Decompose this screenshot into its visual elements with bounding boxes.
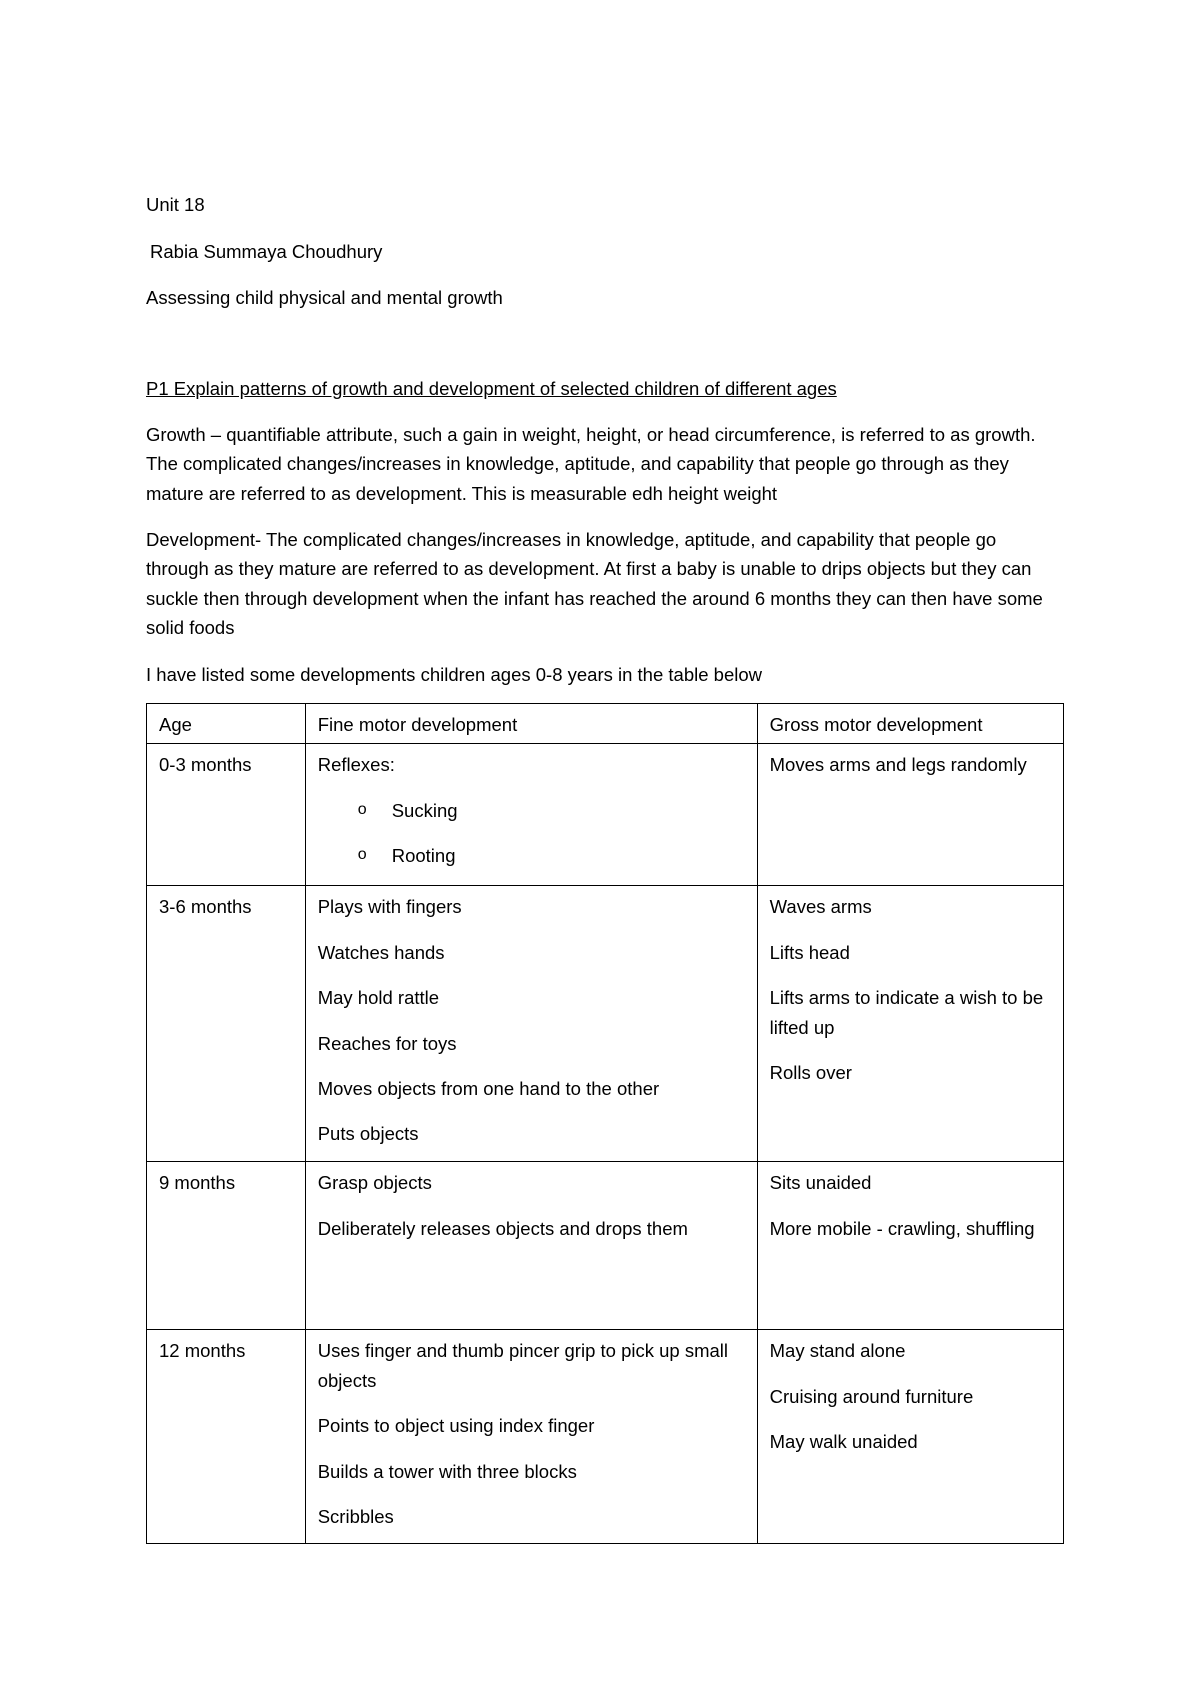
fine-motor-item: Reaches for toys bbox=[317, 1032, 457, 1054]
fine-motor-item: Reflexes: bbox=[317, 754, 395, 776]
fine-motor-item: Moves objects from one hand to the other bbox=[317, 1078, 660, 1100]
header-gross-motor: Gross motor development bbox=[757, 704, 1063, 744]
gross-motor-cell bbox=[757, 744, 1063, 886]
age-cell: 0-3 months bbox=[147, 744, 306, 886]
fine-motor-item: Watches hands bbox=[317, 941, 445, 963]
section-heading: P1 Explain patterns of growth and development of selected children of different ages bbox=[146, 378, 837, 399]
author-name: Rabia Summaya Choudhury bbox=[150, 241, 383, 262]
gross-motor-item: Waves arms bbox=[769, 896, 872, 918]
unit-title: Unit 18 bbox=[146, 194, 205, 215]
fine-motor-item: Builds a tower with three blocks bbox=[317, 1460, 577, 1482]
gross-motor-item: Lifts head bbox=[769, 941, 850, 963]
fine-motor-item: Grasp objects bbox=[317, 1172, 432, 1194]
gross-motor-cell bbox=[757, 1330, 1063, 1544]
table-row bbox=[147, 1162, 1064, 1330]
age-cell: 3-6 months bbox=[147, 886, 306, 1162]
fine-motor-item: May hold rattle bbox=[317, 987, 440, 1009]
fine-motor-bullet: o Rooting bbox=[358, 841, 745, 870]
table-header-row bbox=[147, 704, 1064, 744]
gross-motor-item: Cruising around furniture bbox=[769, 1385, 974, 1407]
gross-motor-cell bbox=[757, 1162, 1063, 1330]
fine-motor-item: Plays with fingers bbox=[317, 896, 462, 918]
gross-motor-item: Sits unaided bbox=[769, 1172, 872, 1194]
gross-motor-item: Moves arms and legs randomly bbox=[769, 754, 1027, 776]
table-intro: I have listed some developments children ages 0-8 years in the table below bbox=[146, 664, 762, 685]
table-row bbox=[147, 1330, 1064, 1544]
development-table bbox=[146, 703, 1064, 1544]
table-row bbox=[147, 744, 1064, 886]
growth-paragraph: Growth – quantifiable attribute, such a gain in weight, height, or head circumference, is referred to as growth. The complicated changes/increases in knowledge, aptitude, and capability that people go through as they mature are referred to as development. This is measurable edh height weight bbox=[146, 424, 1036, 504]
gross-motor-item: May stand alone bbox=[769, 1340, 906, 1362]
development-paragraph: Development- The complicated changes/increases in knowledge, aptitude, and capability that people go through as they mature are referred to as development. At first a baby is unable to drips objects but they can suckle then through development when the infant has reached the around 6 months they can then have some solid foods bbox=[146, 529, 1043, 639]
fine-motor-cell bbox=[305, 1162, 757, 1330]
fine-motor-item: Uses finger and thumb pincer grip to pick up small objects bbox=[317, 1340, 728, 1391]
gross-motor-cell bbox=[757, 886, 1063, 1162]
header-age: Age bbox=[147, 704, 306, 744]
gross-motor-item: More mobile - crawling, shuffling bbox=[769, 1217, 1035, 1239]
fine-motor-item: Scribbles bbox=[317, 1506, 394, 1528]
gross-motor-item: Rolls over bbox=[769, 1062, 852, 1084]
fine-motor-bullet: o Sucking bbox=[358, 796, 745, 825]
gross-motor-item: May walk unaided bbox=[769, 1431, 918, 1453]
age-cell: 9 months bbox=[147, 1162, 306, 1330]
fine-motor-item: Points to object using index finger bbox=[317, 1415, 595, 1437]
table-row bbox=[147, 886, 1064, 1162]
fine-motor-cell bbox=[305, 744, 757, 886]
subject-title: Assessing child physical and mental growth bbox=[146, 287, 503, 308]
fine-motor-cell bbox=[305, 1330, 757, 1544]
age-cell: 12 months bbox=[147, 1330, 306, 1544]
header-fine-motor: Fine motor development bbox=[305, 704, 757, 744]
fine-motor-item: Deliberately releases objects and drops them bbox=[317, 1217, 688, 1239]
gross-motor-item: Lifts arms to indicate a wish to be lifted up bbox=[769, 987, 1044, 1038]
fine-motor-cell bbox=[305, 886, 757, 1162]
fine-motor-item: Puts objects bbox=[317, 1123, 419, 1145]
